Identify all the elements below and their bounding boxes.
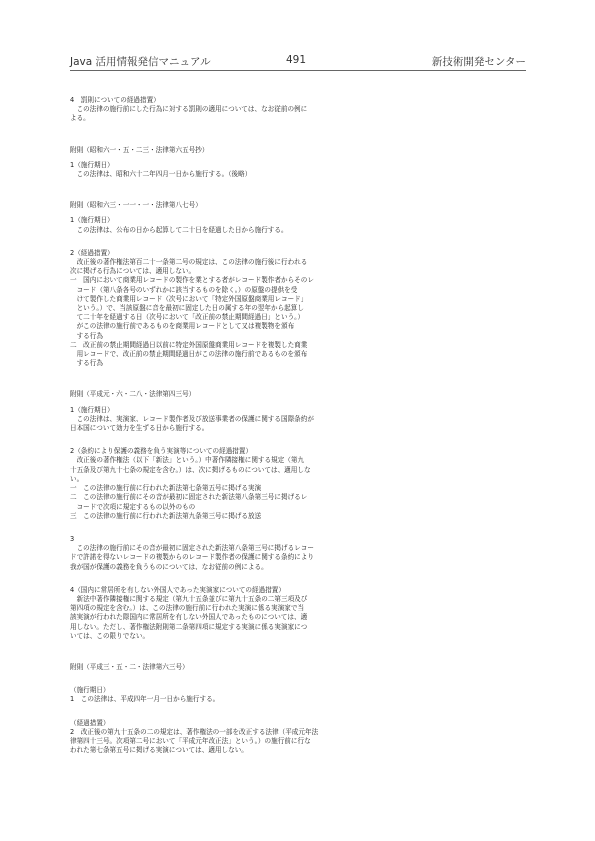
text-line: 4 罰則についての経過措置） — [70, 96, 160, 104]
text-line: 第四項の規定を含む。）は、この法律の施行前に行われた実演に係る実演家で当 — [70, 604, 305, 613]
text-line: 1 この法律は、平成四年一月一日から施行する。 — [70, 695, 220, 704]
page-number: 491 — [286, 54, 307, 66]
spacer — [70, 705, 370, 719]
header-manual-title: Java 活用情報発信マニュアル — [70, 56, 211, 68]
header-organization: 新技術開発センター — [431, 56, 526, 68]
section-heading: 附則（平成三・五・二・法律第六三号） — [70, 662, 189, 671]
text-line: この法律の施行前にその音が最初に固定された新法第八条第三号に掲げるレコー — [70, 544, 314, 553]
text-line: 我が国が保護の義務を負うものについては、なお従前の例による。 — [70, 562, 268, 571]
text-line: 十五条及び第九十七条の規定を含む。）は、次に掲げるものについては、適用しな — [70, 465, 311, 474]
header-divider — [70, 70, 526, 71]
text-line: 用しない。ただし、著作権法附則第二条第四項に規定する実演に係る実演家につ — [70, 622, 308, 631]
spacer — [70, 521, 370, 535]
spacer — [70, 572, 370, 586]
text-line: （経過措置） — [70, 718, 110, 727]
text-line: 2（経過措置） — [70, 248, 114, 257]
text-line: この法律の施行前にした行為に対する罰則の適用については、なお従前の例に — [70, 105, 308, 114]
text-line: 1（施行期日） — [70, 405, 114, 414]
text-line: 新法中著作隣接権に関する規定（第九十五条並びに第九十五条の二第三項及び — [70, 594, 308, 603]
text-line: 二 改正前の禁止期間経過日以前に特定外国原盤商業用レコードを複製した商業 — [70, 340, 308, 349]
text-line: 日本国について効力を生ずる日から施行する。 — [70, 424, 209, 433]
spacer — [70, 641, 370, 663]
text-line: 一 国内において商業用レコードの製作を業とする者がレコード製作者からそのレ — [70, 276, 314, 285]
spacer — [70, 672, 370, 686]
text-line: この法律は、実演家、レコード製作者及び放送事業者の保護に関する国際条約が — [70, 414, 314, 423]
text-line: 1（施行期日） — [70, 160, 114, 169]
text-line: する行為 — [70, 359, 103, 368]
text-line: 次に掲げる行為については、適用しない。 — [70, 267, 196, 276]
spacer — [70, 368, 370, 390]
text-line: 1（施行期日） — [70, 216, 114, 225]
text-line: 2 改正後の第九十五条の二の規定は、著作権法の一部を改正する法律（平成元年法 — [70, 727, 319, 736]
section-heading: 附則（昭和六三・一一・一・法律第八七号） — [70, 201, 202, 210]
text-line: 二 この法律の施行前にその音が最初に固定された新法第八条第三号に掲げるレ — [70, 493, 308, 502]
document-body — [70, 96, 370, 755]
spacer — [70, 433, 370, 447]
section-heading: 附則（平成元・六・二八・法律第四三号） — [70, 390, 196, 399]
text-line: この法律は、公布の日から起算して二十日を経過した日から施行する。 — [70, 225, 288, 234]
text-line: い。 — [70, 474, 84, 483]
text-line: 一 この法律の施行前に行われた新法第七条第五号に掲げる実演 — [70, 484, 262, 493]
text-line: ドで許諾を得ないレコードの複製からのレコード製作者の保護に関する条約により — [70, 553, 314, 562]
spacer — [70, 179, 370, 201]
text-line: コード（第八条各号のいずれかに該当するものを除く。）の原盤の提供を受 — [70, 285, 298, 294]
text-line: 律第四十三号。次項第二号において「平成元年改正法」という。）の施行前に行な — [70, 736, 311, 745]
text-line: いては、この限りでない。 — [70, 631, 150, 640]
text-line: この法律は、昭和六十二年四月一日から施行する。（後略） — [70, 170, 252, 179]
text-line: がこの法律の施行前であるものを商業用レコードとして又は複製物を頒布 — [70, 322, 295, 331]
text-line: 用レコードで、改正前の禁止期間経過日がこの法律の施行前であるものを頒布 — [70, 350, 308, 359]
text-line: よる。 — [70, 114, 90, 123]
text-line: という。）で、当該原盤に音を最初に固定した日の属する年の翌年から起算し — [70, 304, 304, 313]
text-line: 該実演が行われた際国内に常居所を有しない外国人であったものについては、適 — [70, 613, 308, 622]
text-line: する行為 — [70, 331, 103, 340]
spacer — [70, 235, 370, 249]
text-line: （施行期日） — [70, 686, 110, 695]
spacer — [70, 124, 370, 146]
text-line: 4（国内に常居所を有しない外国人であった実演家についての経過措置） — [70, 585, 285, 594]
page-header — [70, 54, 526, 70]
text-line: て二十年を経過する日（次号において「改正前の禁止期間経過日」という。） — [70, 313, 305, 322]
text-line: 三 この法律の施行前に行われた新法第九条第三号に掲げる放送 — [70, 511, 262, 520]
text-line: 改正後の著作権法（以下「新法」という。）中著作隣接権に関する規定（第九 — [70, 456, 305, 465]
text-line: けて製作した商業用レコード（次号において「特定外国原盤商業用レコード」 — [70, 294, 308, 303]
text-line: 改正後の著作権法第百二十一条第二号の規定は、この法律の施行後に行われる — [70, 258, 308, 267]
text-line: 2（条約により保護の義務を負う実演等についての経過措置） — [70, 447, 253, 456]
text-line: 3 — [70, 534, 75, 543]
text-line: われた第七条第五号に掲げる実演については、適用しない。 — [70, 746, 248, 755]
section-heading: 附則（昭和六一・五・二三・法律第六五号抄） — [70, 145, 209, 154]
text-line: コードで次項に規定するもの以外のもの — [70, 502, 196, 511]
